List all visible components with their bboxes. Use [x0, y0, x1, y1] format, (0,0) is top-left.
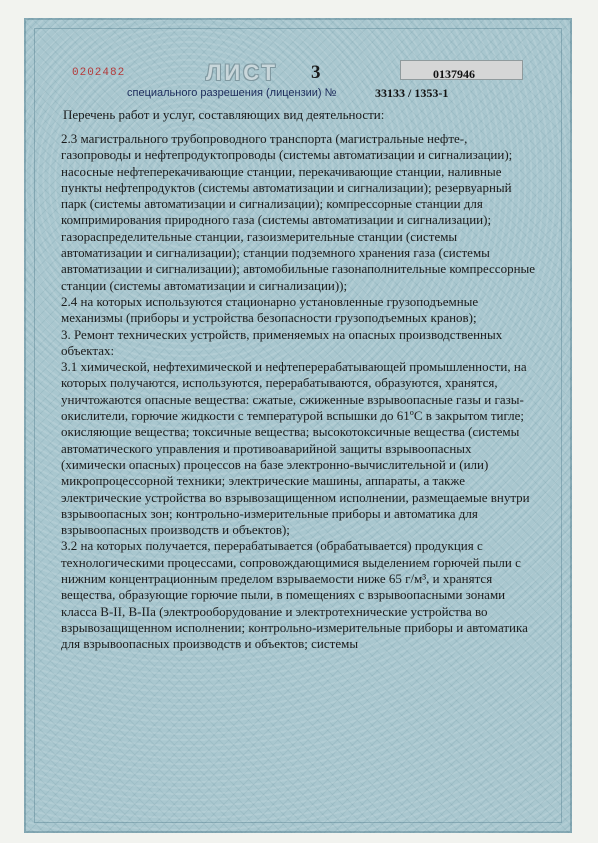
item-3-2: 3.2 на которых получается, перерабатывается (обрабатывается) продукция с технологическими процессами, сопровождающимися выделением горючей пыли с нижним концентрационным пределом взрываемости ниже 65 г/м³, и хранятся вещества, образующие горючие пыли, в помещениях с взрывоопасными зонами класса В-II, В-IIа (электрооборудование и электротехнические устройства во взрывозащищенном исполнении; контрольно-измерительные приборы и автоматика для взрывоопасных производств и объектов; системы — [61, 538, 528, 652]
item-3: 3. Ремонт технических устройств, применяемых на опасных производственных объектах: — [61, 326, 503, 358]
box-number: 0137946 — [433, 67, 475, 81]
sheet-title: ЛИСТ — [206, 60, 279, 85]
sheet-number: 3 — [311, 62, 321, 83]
license-number: 33133 / 1353-1 — [375, 86, 449, 100]
item-2-3: 2.3 магистрального трубопроводного транспорта (магистральные нефте-, газопроводы и нефтепродуктопроводы (системы автоматизации и сигнализации); насосные нефтеперекачивающие станции, перекачивающие станции, наливные пункты нефтепродуктов (системы автоматизации и сигнализации); резервуарный парк (системы автоматизации и сигнализации); компрессорные станции для компримирования природного газа (системы автоматизации и сигнализации); газораспределительные станции, газоизмерительные станции (системы автоматизации и сигнализации); станции подземного хранения газа (системы автоматизации и сигнализации); автомобильные газонаполнительные компрессорные станции (системы автоматизации и сигнализации)); — [61, 131, 536, 293]
license-label: специального разрешения (лицензии) № — [127, 87, 337, 99]
item-2-4: 2.4 на которых используются стационарно установленные грузоподъемные механизмы (приборы и устройства безопасности грузоподъемных кранов); — [61, 293, 479, 326]
works-intro: Перечень работ и услуг, составляющих вид деятельности: — [63, 107, 385, 122]
serial-number: 0202482 — [72, 67, 126, 79]
works-list — [61, 131, 539, 653]
item-3-1: 3.1 химической, нефтехимической и нефтеперерабатывающей промышленности, на которых получаются, используются, перерабатываются, образуются, хранятся, уничтожаются опасные вещества: сжатые, сжиженные взрывоопасные газы и газы-окислители, горючие жидкости с температурой вспышки до 61ºС в закрытом тигле; окисляющие вещества; токсичные вещества; высокотоксичные вещества (системы автоматического управления и противоаварийной защиты взрывоопасных (химически опасных) процессов на базе электронно-вычислительной и (или) микропроцессорной техники; электрические машины, аппараты, а также электрические устройства во взрывозащищенном исполнении, размещаемые внутри взрывоопасных зон; контрольно-измерительные приборы и автоматика для взрывоопасных производств и объектов); — [61, 359, 530, 538]
